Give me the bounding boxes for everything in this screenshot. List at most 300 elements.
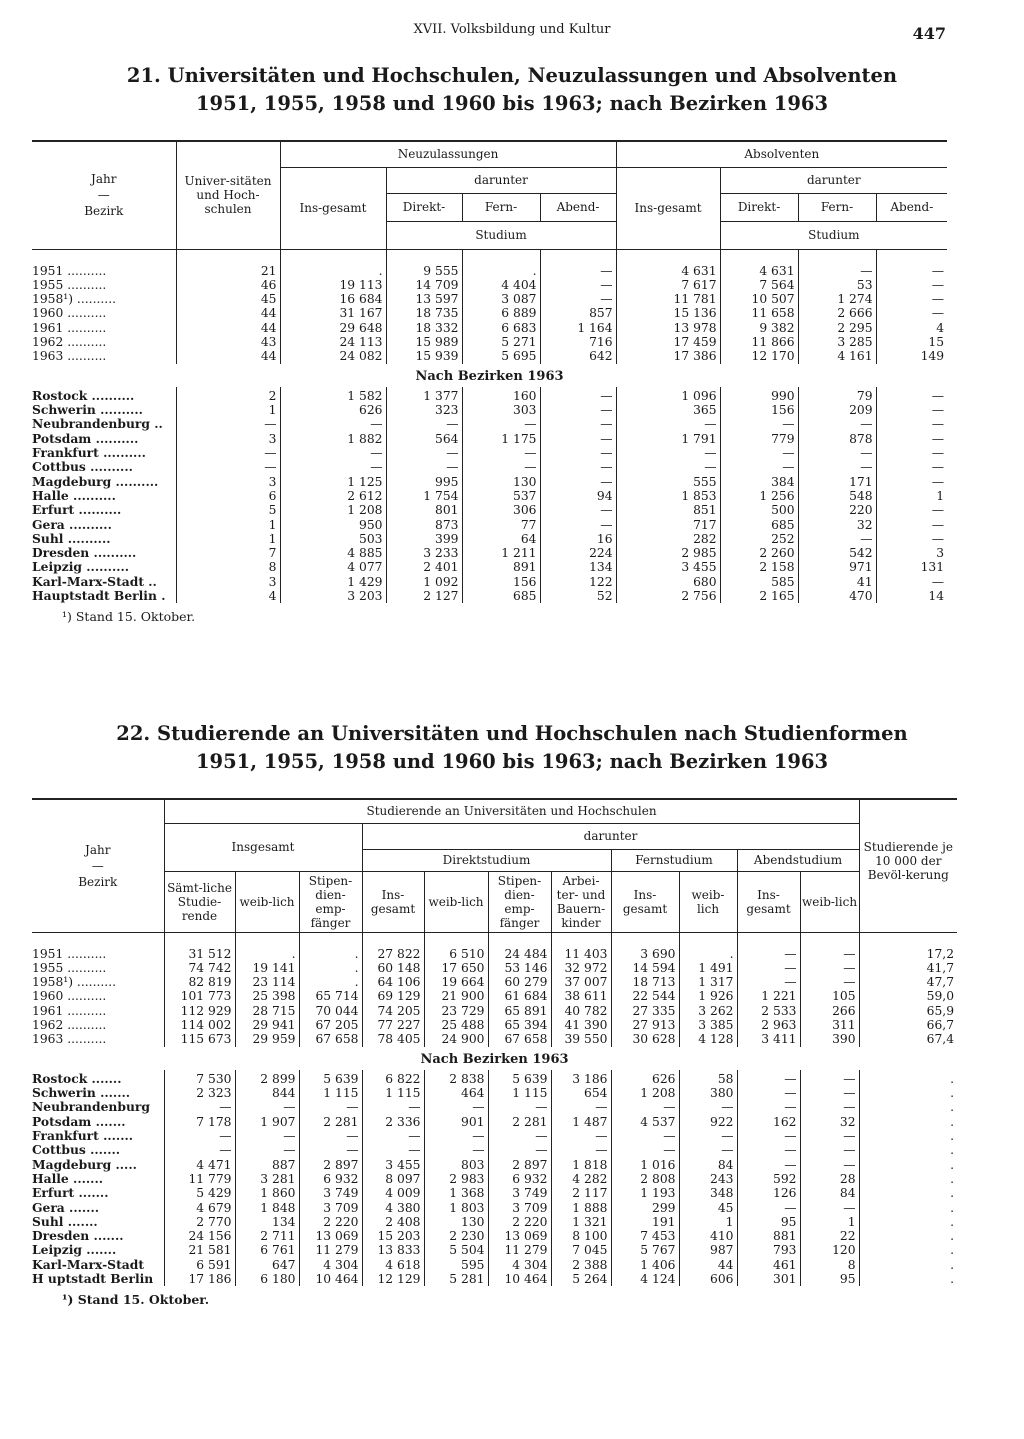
row-label: 1951 .......... bbox=[32, 946, 107, 961]
table-row bbox=[32, 575, 947, 589]
table-cell: — bbox=[876, 503, 947, 517]
table-21-districts bbox=[32, 387, 947, 603]
table-22-subheading bbox=[32, 1047, 957, 1070]
table-row bbox=[32, 1201, 957, 1215]
table-cell: — bbox=[424, 1100, 488, 1114]
table-cell: 1 377 bbox=[386, 387, 462, 403]
table-cell: 7 178 bbox=[164, 1115, 235, 1129]
table-cell: 19 141 bbox=[235, 961, 299, 975]
table-cell: — bbox=[616, 446, 720, 460]
table-cell: — bbox=[488, 1143, 551, 1157]
table-cell: 5 695 bbox=[462, 349, 540, 363]
row-label: Leipzig .......... bbox=[32, 560, 130, 575]
table-cell: 803 bbox=[424, 1158, 488, 1172]
row-label: 1951 .......... bbox=[32, 263, 107, 278]
table-cell: 4 304 bbox=[488, 1258, 551, 1272]
table-cell: 5 767 bbox=[611, 1243, 679, 1257]
table-cell: 3 385 bbox=[679, 1018, 737, 1032]
table-cell: 6 bbox=[176, 489, 280, 503]
table-cell: — bbox=[679, 1143, 737, 1157]
table-cell: 2 323 bbox=[164, 1086, 235, 1100]
table-cell: 680 bbox=[616, 575, 720, 589]
table-cell: 115 673 bbox=[164, 1032, 235, 1046]
table-cell: 9 555 bbox=[386, 249, 462, 278]
table-cell: 2 897 bbox=[488, 1158, 551, 1172]
table-cell: . bbox=[462, 249, 540, 278]
table-cell: 542 bbox=[798, 546, 876, 560]
table-22 bbox=[32, 798, 957, 1286]
table-cell: — bbox=[280, 417, 386, 431]
table-cell: 134 bbox=[540, 560, 616, 574]
table-cell: 25 398 bbox=[235, 989, 299, 1003]
table-cell: 851 bbox=[616, 503, 720, 517]
table-cell: 717 bbox=[616, 518, 720, 532]
table-cell: 1 907 bbox=[235, 1115, 299, 1129]
col22-je10000: Studierende je 10 000 der Bevöl-kerung bbox=[859, 799, 957, 932]
table-cell: 29 941 bbox=[235, 1018, 299, 1032]
head22-dash: — bbox=[91, 858, 104, 873]
table-cell: 18 713 bbox=[611, 975, 679, 989]
table-cell: 21 581 bbox=[164, 1243, 235, 1257]
table-cell: 252 bbox=[720, 532, 798, 546]
section-table-22 bbox=[0, 720, 1024, 1307]
table-cell: — bbox=[540, 278, 616, 292]
table-21-title: 21. Universitäten und Hochschulen, Neuzulassungen und Absolventen bbox=[126, 64, 898, 87]
table-cell: 27 335 bbox=[611, 1004, 679, 1018]
table-cell: 1 882 bbox=[280, 432, 386, 446]
table-cell: — bbox=[386, 460, 462, 474]
table-cell: 606 bbox=[679, 1272, 737, 1286]
table-cell: 46 bbox=[176, 278, 280, 292]
table-cell: 24 900 bbox=[424, 1032, 488, 1046]
table-cell: 53 bbox=[798, 278, 876, 292]
table-cell: 4 009 bbox=[362, 1186, 424, 1200]
table-cell: 922 bbox=[679, 1115, 737, 1129]
table-cell: — bbox=[876, 292, 947, 306]
table-cell: — bbox=[540, 446, 616, 460]
table-cell: 1 115 bbox=[488, 1086, 551, 1100]
table-cell: 642 bbox=[540, 349, 616, 363]
table-cell: 3 262 bbox=[679, 1004, 737, 1018]
table-cell: 77 227 bbox=[362, 1018, 424, 1032]
table-cell: 3 203 bbox=[280, 589, 386, 603]
table-cell: — bbox=[800, 1129, 859, 1143]
table-cell: — bbox=[800, 932, 859, 961]
table-cell: — bbox=[679, 1129, 737, 1143]
row-label: Frankfurt ....... bbox=[32, 1129, 134, 1144]
table-cell: 548 bbox=[798, 489, 876, 503]
table-cell: . bbox=[679, 932, 737, 961]
table-cell: — bbox=[737, 1143, 800, 1157]
table-cell: — bbox=[540, 387, 616, 403]
table-cell: 130 bbox=[424, 1215, 488, 1229]
table-cell: — bbox=[540, 432, 616, 446]
table-cell: 1 321 bbox=[551, 1215, 611, 1229]
table-cell: 11 781 bbox=[616, 292, 720, 306]
col22-weiblich: weib-lich bbox=[235, 871, 299, 932]
table-cell: 2 899 bbox=[235, 1070, 299, 1086]
table-cell: 27 822 bbox=[362, 932, 424, 961]
table-cell: 6 822 bbox=[362, 1070, 424, 1086]
table-cell: — bbox=[720, 460, 798, 474]
table-cell: 5 271 bbox=[462, 335, 540, 349]
table-row bbox=[32, 417, 947, 431]
table-22-subtitle: 1951, 1955, 1958 und 1960 bis 1963; nach Bezirken 1963 bbox=[195, 750, 829, 773]
table-cell: 881 bbox=[737, 1229, 800, 1243]
table-21-subheading bbox=[32, 364, 947, 387]
table-cell: 1 256 bbox=[720, 489, 798, 503]
row-label: 1958¹) .......... bbox=[32, 292, 117, 307]
table-cell: 3 749 bbox=[299, 1186, 362, 1200]
table-cell: 2 388 bbox=[551, 1258, 611, 1272]
table-cell: 779 bbox=[720, 432, 798, 446]
table-cell: 7 617 bbox=[616, 278, 720, 292]
table-cell: 3 411 bbox=[737, 1032, 800, 1046]
col22-studierende: Studierende an Universitäten und Hochschulen bbox=[164, 799, 859, 823]
table-cell: 595 bbox=[424, 1258, 488, 1272]
table-cell: 66,7 bbox=[859, 1018, 957, 1032]
table-cell: 156 bbox=[462, 575, 540, 589]
table-cell: — bbox=[876, 417, 947, 431]
table-22-footnote: ¹) Stand 15. Oktober. bbox=[62, 1292, 210, 1308]
table-cell: 78 405 bbox=[362, 1032, 424, 1046]
table-cell: 5 429 bbox=[164, 1186, 235, 1200]
table-cell: 3 233 bbox=[386, 546, 462, 560]
table-cell: — bbox=[800, 975, 859, 989]
table-cell: 19 664 bbox=[424, 975, 488, 989]
table-cell: 84 bbox=[800, 1186, 859, 1200]
table-cell: 4 282 bbox=[551, 1172, 611, 1186]
table-cell: 70 044 bbox=[299, 1004, 362, 1018]
table-cell: 21 bbox=[176, 249, 280, 278]
table-cell: — bbox=[299, 1100, 362, 1114]
table-cell: 14 594 bbox=[611, 961, 679, 975]
row-label: 1955 .......... bbox=[32, 277, 107, 292]
table-cell: . bbox=[859, 1115, 957, 1129]
table-cell: 1 bbox=[176, 403, 280, 417]
table-cell: 47,7 bbox=[859, 975, 957, 989]
table-cell: — bbox=[176, 460, 280, 474]
table-cell: — bbox=[488, 1129, 551, 1143]
row-label: Neubrandenburg bbox=[32, 1100, 150, 1115]
table-cell: 1 096 bbox=[616, 387, 720, 403]
table-cell: 27 913 bbox=[611, 1018, 679, 1032]
table-cell: . bbox=[299, 961, 362, 975]
table-cell: 311 bbox=[800, 1018, 859, 1032]
table-cell: 2 117 bbox=[551, 1186, 611, 1200]
table-cell: — bbox=[362, 1100, 424, 1114]
table-row bbox=[32, 1186, 957, 1200]
row-label: 1963 .......... bbox=[32, 349, 107, 364]
row-label: 1960 .......... bbox=[32, 306, 107, 321]
table-cell: . bbox=[859, 1186, 957, 1200]
table-cell: 2 158 bbox=[720, 560, 798, 574]
table-cell: 243 bbox=[679, 1172, 737, 1186]
col-absolventen: Absolventen bbox=[616, 141, 947, 167]
table-cell: 112 929 bbox=[164, 1004, 235, 1018]
table-cell: 22 bbox=[800, 1229, 859, 1243]
table-cell: 5 639 bbox=[299, 1070, 362, 1086]
table-cell: 24 484 bbox=[488, 932, 551, 961]
table-cell: 37 007 bbox=[551, 975, 611, 989]
table-cell: — bbox=[462, 460, 540, 474]
table-cell: — bbox=[540, 503, 616, 517]
table-cell: — bbox=[362, 1129, 424, 1143]
table-cell: 131 bbox=[876, 560, 947, 574]
table-cell: 6 591 bbox=[164, 1258, 235, 1272]
table-cell: . bbox=[859, 1258, 957, 1272]
table-cell: 43 bbox=[176, 335, 280, 349]
table-cell: 44 bbox=[679, 1258, 737, 1272]
table-cell: 3 bbox=[876, 546, 947, 560]
table-row bbox=[32, 1032, 957, 1046]
table-cell: 28 715 bbox=[235, 1004, 299, 1018]
row-label: Schwerin .......... bbox=[32, 403, 143, 418]
table-cell: 4 bbox=[876, 321, 947, 335]
table-cell: — bbox=[876, 403, 947, 417]
table-cell: 171 bbox=[798, 475, 876, 489]
table-row bbox=[32, 1070, 957, 1086]
table-cell: 15 203 bbox=[362, 1229, 424, 1243]
head-bezirk: Bezirk bbox=[84, 204, 124, 219]
table-cell: 5 264 bbox=[551, 1272, 611, 1286]
col22-fern-ins: Ins-gesamt bbox=[611, 871, 679, 932]
col-abs-direkt: Direkt- bbox=[720, 193, 798, 221]
table-cell: 716 bbox=[540, 335, 616, 349]
table-cell: 323 bbox=[386, 403, 462, 417]
running-title: XVII. Volksbildung und Kultur bbox=[413, 22, 611, 37]
table-cell: — bbox=[280, 460, 386, 474]
row-label: 1960 .......... bbox=[32, 989, 107, 1004]
table-cell: 15 939 bbox=[386, 349, 462, 363]
table-cell: 410 bbox=[679, 1229, 737, 1243]
table-cell: 3 087 bbox=[462, 292, 540, 306]
table-cell: . bbox=[299, 975, 362, 989]
table-cell: — bbox=[737, 1086, 800, 1100]
table-cell: 2 260 bbox=[720, 546, 798, 560]
head22-jahr: Jahr bbox=[85, 842, 111, 857]
table-cell: 1 175 bbox=[462, 432, 540, 446]
table-21-subtitle: 1951, 1955, 1958 und 1960 bis 1963; nach Bezirken 1963 bbox=[195, 92, 829, 115]
table-cell: 67 205 bbox=[299, 1018, 362, 1032]
row-label: Gera ....... bbox=[32, 1200, 100, 1215]
table-cell: 282 bbox=[616, 532, 720, 546]
table-cell: 1 bbox=[176, 532, 280, 546]
table-cell: 160 bbox=[462, 387, 540, 403]
table-cell: 77 bbox=[462, 518, 540, 532]
table-cell: 3 455 bbox=[616, 560, 720, 574]
table-cell: 365 bbox=[616, 403, 720, 417]
table-row bbox=[32, 503, 947, 517]
table-cell: 114 002 bbox=[164, 1018, 235, 1032]
table-cell: 3 709 bbox=[488, 1201, 551, 1215]
table-cell: 306 bbox=[462, 503, 540, 517]
table-cell: — bbox=[362, 1143, 424, 1157]
table-cell: 40 782 bbox=[551, 1004, 611, 1018]
table-cell: 38 611 bbox=[551, 989, 611, 1003]
table-cell: 303 bbox=[462, 403, 540, 417]
table-cell: 6 180 bbox=[235, 1272, 299, 1286]
table-cell: — bbox=[737, 932, 800, 961]
row-label: Erfurt ....... bbox=[32, 1186, 109, 1201]
table-cell: 1 115 bbox=[299, 1086, 362, 1100]
table-cell: 4 380 bbox=[362, 1201, 424, 1215]
table-cell: 64 106 bbox=[362, 975, 424, 989]
table-cell: 60 148 bbox=[362, 961, 424, 975]
table-cell: 94 bbox=[540, 489, 616, 503]
row-label: Magdeburg .......... bbox=[32, 474, 159, 489]
col-neuzulassungen: Neuzulassungen bbox=[280, 141, 616, 167]
head-dash: — bbox=[97, 188, 110, 203]
table-cell: — bbox=[800, 1158, 859, 1172]
table-row bbox=[32, 1258, 957, 1272]
table-cell: — bbox=[876, 532, 947, 546]
table-row bbox=[32, 932, 957, 961]
col-abs-darunter: darunter bbox=[720, 167, 947, 193]
table-row bbox=[32, 989, 957, 1003]
table-cell: 4 161 bbox=[798, 349, 876, 363]
table-cell: 1 125 bbox=[280, 475, 386, 489]
table-row bbox=[32, 589, 947, 603]
col22-direkt-weiblich: weib-lich bbox=[424, 871, 488, 932]
table-cell: — bbox=[876, 475, 947, 489]
table-cell: — bbox=[540, 518, 616, 532]
table-cell: — bbox=[540, 292, 616, 306]
table-cell: . bbox=[859, 1100, 957, 1114]
table-cell: 2 127 bbox=[386, 589, 462, 603]
table-cell: . bbox=[859, 1215, 957, 1229]
table-cell: — bbox=[462, 446, 540, 460]
table-cell: 5 bbox=[176, 503, 280, 517]
table-cell: 1 818 bbox=[551, 1158, 611, 1172]
table-cell: — bbox=[737, 961, 800, 975]
table-cell: 45 bbox=[679, 1201, 737, 1215]
table-cell: 1 193 bbox=[611, 1186, 679, 1200]
table-cell: 95 bbox=[800, 1272, 859, 1286]
table-cell: 134 bbox=[235, 1215, 299, 1229]
table-cell: 1 803 bbox=[424, 1201, 488, 1215]
table-cell: 878 bbox=[798, 432, 876, 446]
table-cell: 1 848 bbox=[235, 1201, 299, 1215]
table-row bbox=[32, 460, 947, 474]
table-cell: 67 658 bbox=[488, 1032, 551, 1046]
table-cell: 44 bbox=[176, 349, 280, 363]
head-jahr: Jahr bbox=[91, 172, 117, 187]
running-header bbox=[0, 22, 1024, 44]
table-cell: 2 408 bbox=[362, 1215, 424, 1229]
table-cell: 2 220 bbox=[488, 1215, 551, 1229]
table-cell: — bbox=[551, 1143, 611, 1157]
table-cell: 7 045 bbox=[551, 1243, 611, 1257]
table-cell: 995 bbox=[386, 475, 462, 489]
table-cell: 224 bbox=[540, 546, 616, 560]
table-cell: 3 455 bbox=[362, 1158, 424, 1172]
table-cell: 12 170 bbox=[720, 349, 798, 363]
col22-abend-weiblich: weib-lich bbox=[800, 871, 859, 932]
table-cell: 461 bbox=[737, 1258, 800, 1272]
table-cell: 41 390 bbox=[551, 1018, 611, 1032]
table-cell: 626 bbox=[611, 1070, 679, 1086]
table-cell: 2 281 bbox=[299, 1115, 362, 1129]
table-cell: — bbox=[876, 278, 947, 292]
table-cell: 990 bbox=[720, 387, 798, 403]
table-cell: 2 808 bbox=[611, 1172, 679, 1186]
table-cell: . bbox=[859, 1272, 957, 1286]
row-label: Dresden .......... bbox=[32, 546, 137, 561]
table-cell: 4 124 bbox=[611, 1272, 679, 1286]
table-cell: 8 097 bbox=[362, 1172, 424, 1186]
table-cell: 67 658 bbox=[299, 1032, 362, 1046]
table-cell: 4 128 bbox=[679, 1032, 737, 1046]
table-cell: 1 491 bbox=[679, 961, 737, 975]
table-cell: 1 bbox=[679, 1215, 737, 1229]
table-cell: — bbox=[551, 1129, 611, 1143]
table-cell: . bbox=[859, 1201, 957, 1215]
row-label: Schwerin ....... bbox=[32, 1086, 131, 1101]
table-cell: 2 220 bbox=[299, 1215, 362, 1229]
table-row bbox=[32, 403, 947, 417]
row-label: Cottbus .......... bbox=[32, 460, 133, 475]
table-cell: 1 bbox=[176, 518, 280, 532]
row-label: 1962 .......... bbox=[32, 334, 107, 349]
table-cell: 1 016 bbox=[611, 1158, 679, 1172]
table-cell: 2 983 bbox=[424, 1172, 488, 1186]
table-row bbox=[32, 306, 947, 320]
table-cell: — bbox=[616, 460, 720, 474]
table-cell: 7 453 bbox=[611, 1229, 679, 1243]
table-cell: — bbox=[798, 417, 876, 431]
table-cell: . bbox=[859, 1158, 957, 1172]
table-cell: 1 208 bbox=[611, 1086, 679, 1100]
row-label: Potsdam ....... bbox=[32, 1114, 126, 1129]
table-cell: 65 714 bbox=[299, 989, 362, 1003]
table-cell: — bbox=[737, 1070, 800, 1086]
table-row bbox=[32, 1172, 957, 1186]
table-cell: 585 bbox=[720, 575, 798, 589]
table-cell: — bbox=[551, 1100, 611, 1114]
col22-arbeiter: Arbei-ter- und Bauern-kinder bbox=[551, 871, 611, 932]
table-cell: 39 550 bbox=[551, 1032, 611, 1046]
row-label: Rostock ....... bbox=[32, 1070, 122, 1086]
table-cell: 500 bbox=[720, 503, 798, 517]
col-abs-abend: Abend- bbox=[876, 193, 947, 221]
table-cell: 390 bbox=[800, 1032, 859, 1046]
table-cell: 2 756 bbox=[616, 589, 720, 603]
table-row bbox=[32, 532, 947, 546]
table-cell: 891 bbox=[462, 560, 540, 574]
table-cell: 162 bbox=[737, 1115, 800, 1129]
table-cell: 6 932 bbox=[488, 1172, 551, 1186]
col22-insgesamt: Insgesamt bbox=[164, 823, 362, 871]
table-cell: 61 684 bbox=[488, 989, 551, 1003]
table-cell: 3 281 bbox=[235, 1172, 299, 1186]
table-cell: 4 631 bbox=[720, 249, 798, 278]
table-cell: 4 631 bbox=[616, 249, 720, 278]
row-label: Karl-Marx-Stadt .. bbox=[32, 574, 157, 589]
table-cell: 45 bbox=[176, 292, 280, 306]
col-neu-abend: Abend- bbox=[540, 193, 616, 221]
table-cell: 647 bbox=[235, 1258, 299, 1272]
col22-jahr-bezirk bbox=[32, 799, 164, 932]
table-cell: 1 926 bbox=[679, 989, 737, 1003]
table-cell: 8 bbox=[176, 560, 280, 574]
table-cell: 1 211 bbox=[462, 546, 540, 560]
table-cell: 32 bbox=[800, 1115, 859, 1129]
subheading-bezirke: Nach Bezirken 1963 bbox=[415, 368, 564, 384]
table-cell: 17,2 bbox=[859, 932, 957, 961]
table-row bbox=[32, 1100, 957, 1114]
table-cell: 10 507 bbox=[720, 292, 798, 306]
